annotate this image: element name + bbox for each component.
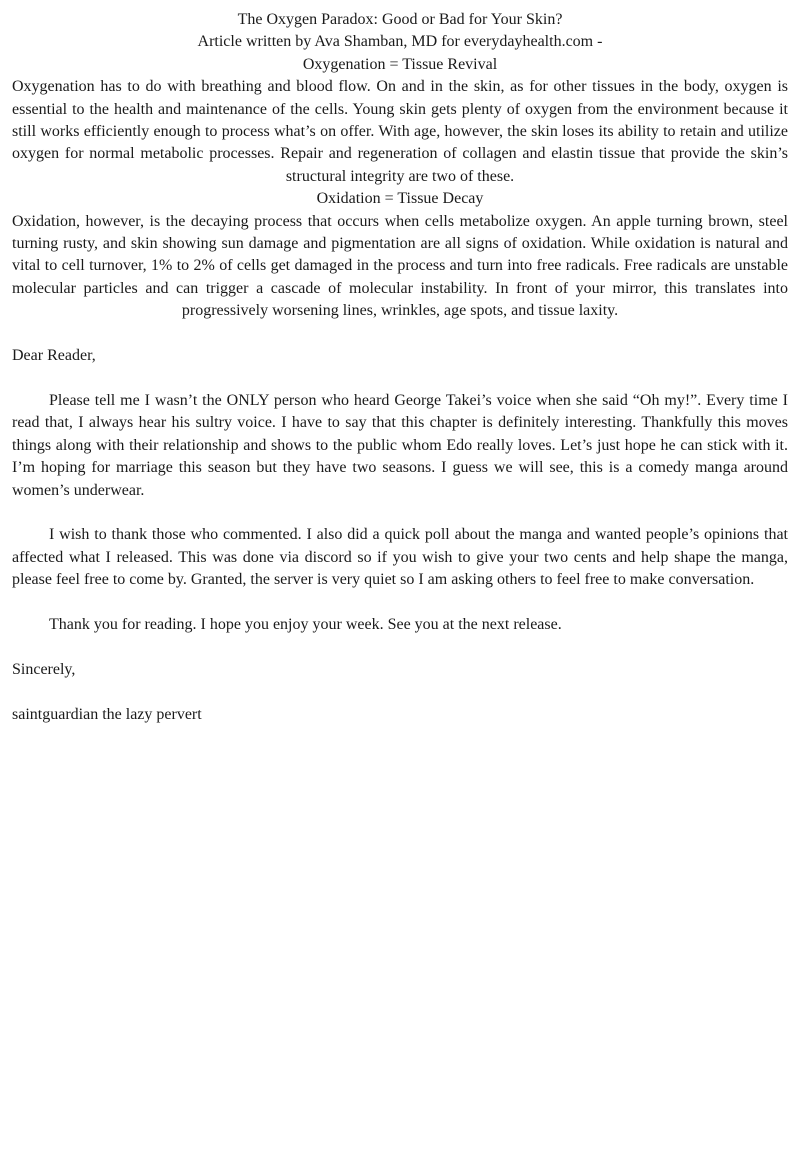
letter-signature: saintguardian the lazy pervert — [12, 705, 202, 723]
section-body-oxygenation: Oxygenation has to do with breathing and blood flow. On and in the skin, as for other tissues in the body, oxygen is essential to the health and maintenance of the cells. Young skin gets plenty of oxygen from the environment because it still works efficiently enough to process what’s on offer. With age, however, the skin loses its ability to retain and utilize oxygen for normal metabolic processes. Repair and regeneration of collagen and elastin tissue that provide the skin’s structural integrity are two of these. — [12, 78, 788, 185]
article-byline: Article written by Ava Shamban, MD for everydayhealth.com - — [197, 33, 603, 51]
spacer — [12, 323, 788, 345]
spacer — [12, 367, 788, 389]
section-heading-oxidation: Oxidation = Tissue Decay — [316, 190, 484, 208]
spacer — [12, 592, 788, 614]
letter — [12, 345, 788, 726]
section-heading-oxygenation: Oxygenation = Tissue Revival — [302, 55, 498, 73]
article-title: The Oxygen Paradox: Good or Bad for Your Skin? — [237, 11, 563, 28]
letter-closing: Sincerely, — [12, 660, 76, 678]
spacer — [12, 636, 788, 658]
letter-paragraph: I wish to thank those who commented. I also did a quick poll about the manga and wanted people’s opinions that affected what I released. This was done via discord so if you wish to give your two cents and help shape the manga, please feel free to come by. Granted, the server is very quiet so I am asking others to feel free to make conversation. — [12, 526, 788, 589]
letter-paragraph: Thank you for reading. I hope you enjoy your week. See you at the next release. — [49, 615, 562, 633]
document — [12, 9, 788, 726]
spacer — [12, 681, 788, 703]
letter-salutation: Dear Reader, — [12, 347, 96, 365]
section-body-oxidation: Oxidation, however, is the decaying process that occurs when cells metabolize oxygen. An apple turning brown, steel turning rusty, and skin showing sun damage and pigmentation are all signs of oxidation. While oxidation is natural and vital to cell turnover, 1% to 2% of cells get damaged in the process and turn into free radicals. Free radicals are unstable molecular particles and can trigger a cascade of molecular instability. In front of your mirror, this translates into progressively worsening lines, wrinkles, age spots, and tissue laxity. — [12, 212, 788, 320]
letter-paragraph: Please tell me I wasn’t the ONLY person who heard George Takei’s voice when she said “Oh my!”. Every time I read that, I always hear his sultry voice. I have to say that this chapter is definitely interesting. Thankfully this moves things along with their relationship and shows to the public whom Edo really loves. Let’s just hope he can stick with it. I’m hoping for marriage this season but they have two seasons. I guess we will see, this is a comedy manga around women’s underwear. — [12, 391, 788, 499]
spacer — [12, 502, 788, 524]
